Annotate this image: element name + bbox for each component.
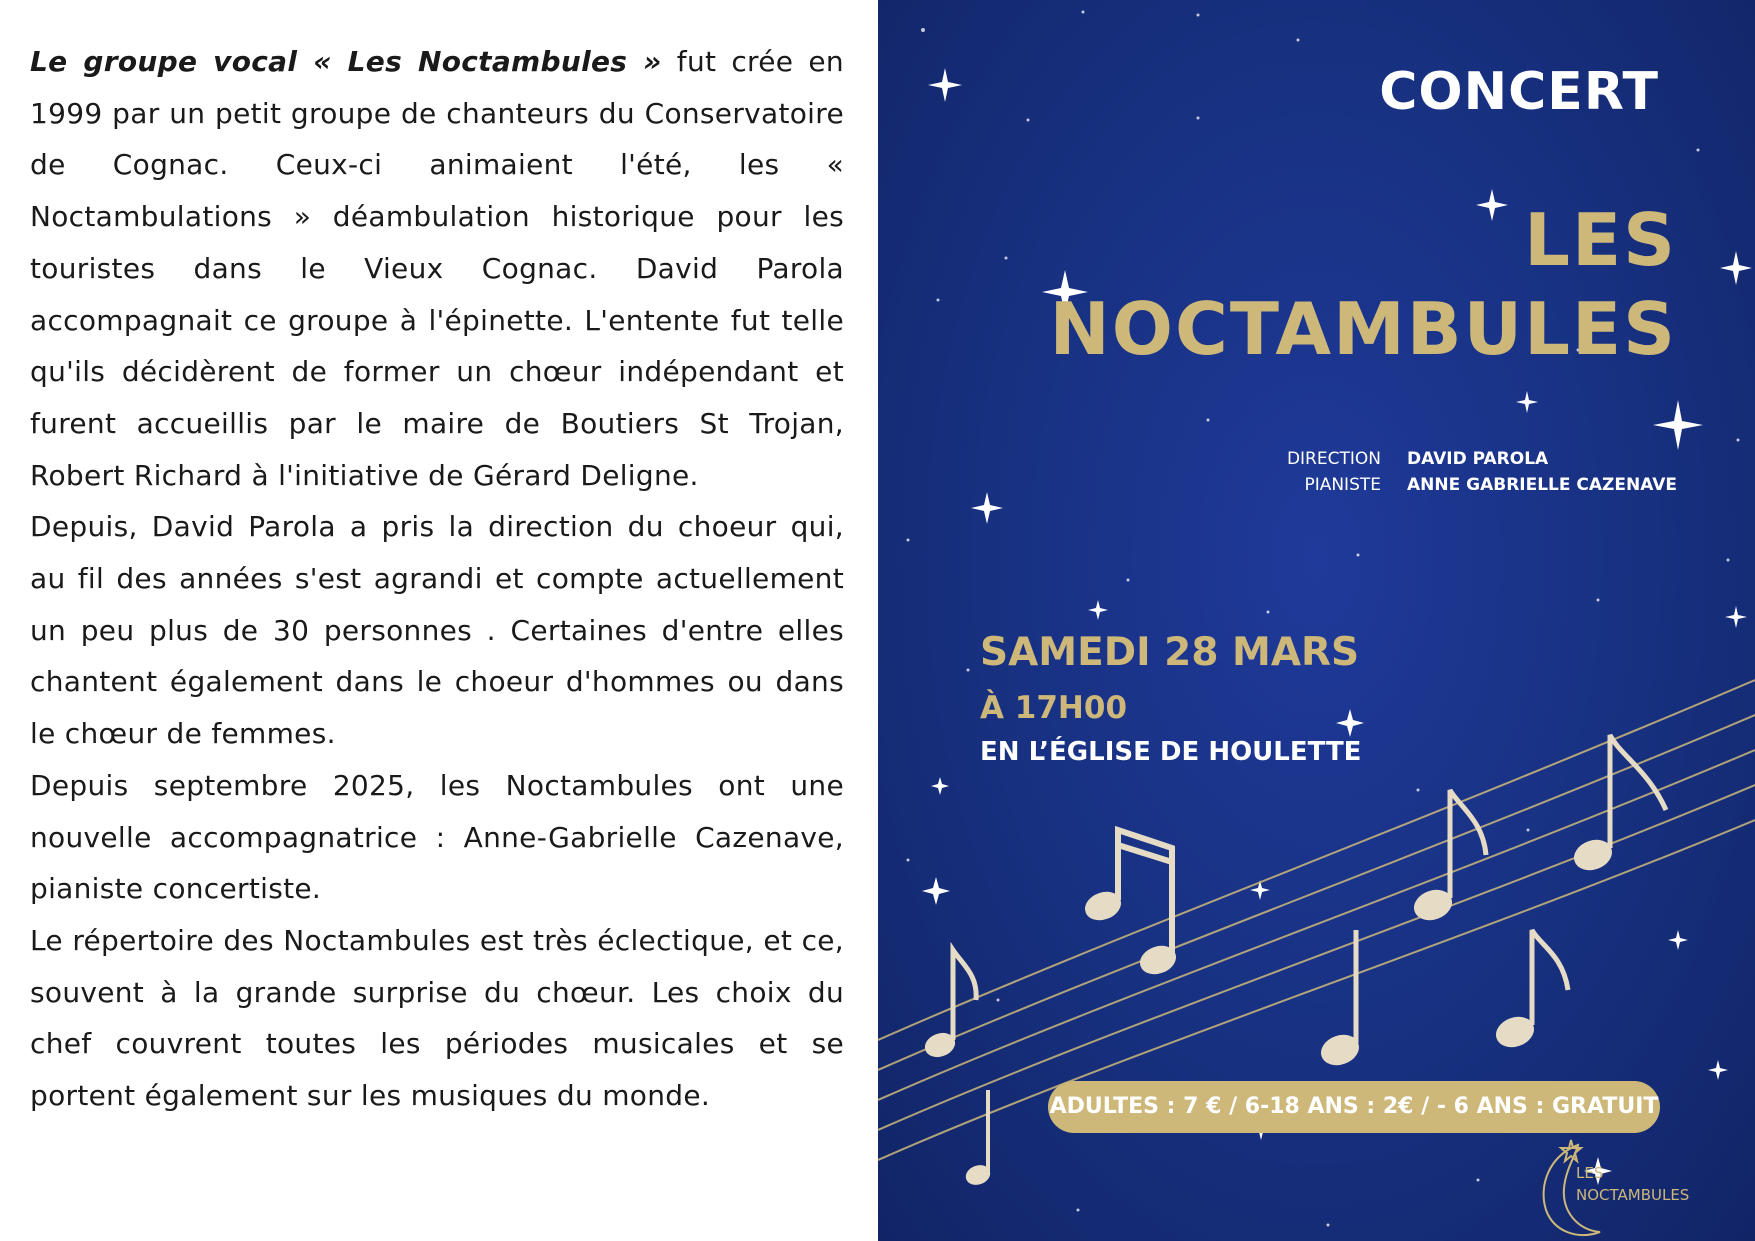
- concert-time: À 17H00: [980, 690, 1128, 726]
- logo-text-line2: NOCTAMBULES: [1576, 1186, 1690, 1204]
- credits: [1287, 449, 1677, 495]
- poster-title-line2: NOCTAMBULES: [1049, 287, 1677, 371]
- credit-name: DAVID PAROLA: [1406, 449, 1549, 469]
- concert-poster: [878, 0, 1755, 1241]
- paragraph-1-lead: Le groupe vocal « Les Noctambules »: [30, 45, 662, 78]
- poster-artwork: [878, 0, 1755, 1241]
- concert-date: SAMEDI 28 MARS: [980, 630, 1360, 675]
- price-banner: ADULTES : 7 € / 6-18 ANS : 2€ / - 6 ANS : GRATUIT: [1048, 1081, 1660, 1133]
- concert-venue: EN L’ÉGLISE DE HOULETTE: [980, 737, 1362, 767]
- star-dots: [907, 11, 1740, 1227]
- note-stem: [953, 950, 976, 1040]
- paragraph-1-body: fut crée en 1999 par un petit groupe de chanteurs du Conservatoire de Cognac. Ceux-ci animaient l'été, les « Noctambulations » déambulation historique pour les touristes dans le Vieux Cognac. David Parola accompagnait ce groupe à l'épinette. L'entente fut telle qu'ils décidèrent de former un chœur indépendant et furent accueillis par le maire de Boutiers St Trojan, Robert Richard à l'initiative de Gérard Deligne.: [30, 45, 844, 492]
- logo-text-line1: LES: [1576, 1164, 1604, 1182]
- credit-role: DIRECTION: [1286, 449, 1381, 469]
- paragraph-2: Depuis, David Parola a pris la direction du choeur qui, au fil des années s'est agrandi et compte actuellement un peu plus de 30 personnes . Certaines d'entre elles chantent également dans le choeur d'hommes ou dans le chœur de femmes.: [30, 510, 844, 751]
- article-text: [30, 36, 844, 1122]
- credit-name: ANNE GABRIELLE CAZENAVE: [1406, 475, 1677, 495]
- credit-role: PIANISTE: [1304, 475, 1381, 495]
- concert-heading: CONCERT: [1379, 62, 1659, 122]
- noctambules-logo: [1526, 1136, 1716, 1236]
- paragraph-1: [30, 36, 844, 501]
- paragraph-4: Le répertoire des Noctambules est très éclectique, et ce, souvent à la grande surprise du chœur. Les choix du chef couvrent toutes les périodes musicales et se portent également sur les musiques du monde.: [30, 923, 844, 1113]
- poster-title-line1: LES: [1524, 198, 1677, 282]
- paragraph-3: Depuis septembre 2025, les Noctambules ont une nouvelle accompagnatrice : Anne-Gabrielle Cazenave, pianiste concertiste.: [30, 768, 844, 906]
